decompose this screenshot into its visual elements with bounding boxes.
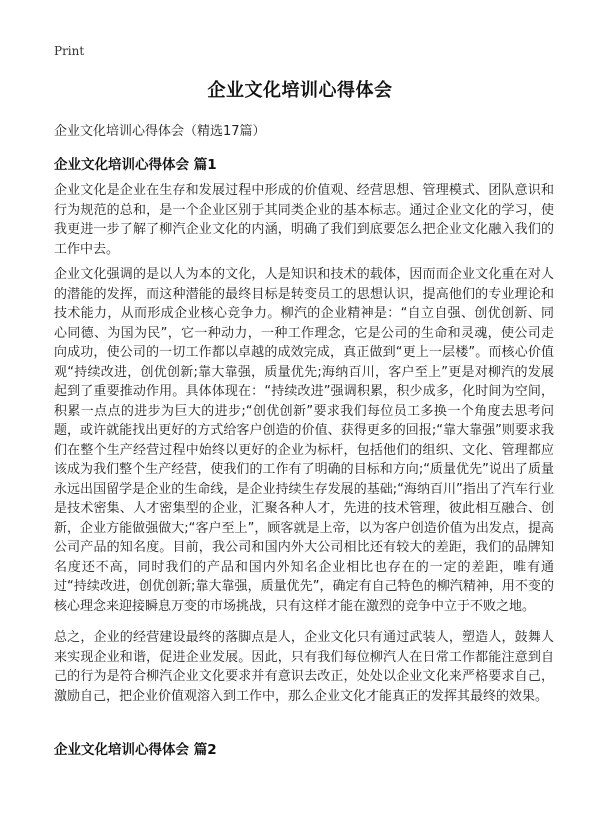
paragraph-2: 企业文化强调的是以人为本的文化，人是知识和技术的载体，因而而企业文化重在对人的潜能的发挥，而这种潜能的最终目标是转变员工的思想认识，提高他们的专业理论和技术能力，从而形成企业核心竞争力。柳汽的企业精神是：“自立自强、创优创新、同心同德、为国为民”，它一种动力，一种工作理念，它是公司的生命和灵魂，使公司走向成功，使公司的一切工作都以卓越的成效完成，真正做到“更上一层楼”。而核心价值观“持续改进，创优创新;靠大靠强，质量优先;海纳百川，客户至上”更是对柳汽的发展起到了重要推动作用。具体体现在：“持续改进”强调积累，积少成多，化时间为空间，积累一点点的进步为巨大的进步;“创优创新”要求我们每位员工多换一个角度去思考问题，或许就能找出更好的方式给客户创造的价值、获得更多的回报;“靠大靠强”则要求我们在整个生产经营过程中始终以更好的企业为标杆，包括他们的组织、文化、管理都应该成为我们整个生产经营，使我们的工作有了明确的目标和方向;“质量优先”说出了质量永远出国留学是企业的生命线，是企业持续生存发展的基础;“海纳百川”指出了汽车行业是技术密集、人才密集型的企业，汇聚各种人才，先进的技术管理，彼此相互融合、创新，企业方能做强做大;“客户至上”，顾客就是上帝，以为客户创造价值为出发点，提高公司产品的知名度。目前，我公司和国内外大公司相比还有较大的差距，我们的品牌知名度还不高，同时我们的产品和国内外知名企业相比也存在的一定的差距，唯有通过“持续改进，创优创新;靠大靠强，质量优先”，确定有自己特色的柳汽精神，用不变的核心理念来迎接瞬息万变的市场挑战，只有这样才能在激烈的竞争中立于不败之地。 [54, 267, 554, 614]
document-subtitle: 企业文化培训心得体会（精选17篇） [54, 124, 266, 139]
section-heading-2: 企业文化培训心得体会 篇2 [54, 742, 217, 758]
document-title: 企业文化培训心得体会 [207, 80, 393, 101]
paragraph-1: 企业文化是企业在生存和发展过程中形成的价值观、经营思想、管理模式、团队意识和行为规范的总和，是一个企业区别于其同类企业的基本标志。通过企业文化的学习，使我更进一步了解了柳汽企业文化的内涵，明确了我们到底要怎么把企业文化融入我们的工作中去。 [54, 183, 554, 257]
print-label: Print [54, 44, 85, 58]
paragraph-3: 总之，企业的经营建设最终的落脚点是人，企业文化只有通过武装人，塑造人，鼓舞人来实现企业和谐，促进企业发展。因此，只有我们每位柳汽人在日常工作都能注意到自己的行为是符合柳汽企业文化要求并有意识去改正，处处以企业文化来严格要求自己，激励自己，把企业价值观溶入到工作中，那么企业文化才能真正的发挥其最终的效果。 [54, 630, 554, 704]
section-heading-1: 企业文化培训心得体会 篇1 [54, 157, 217, 173]
